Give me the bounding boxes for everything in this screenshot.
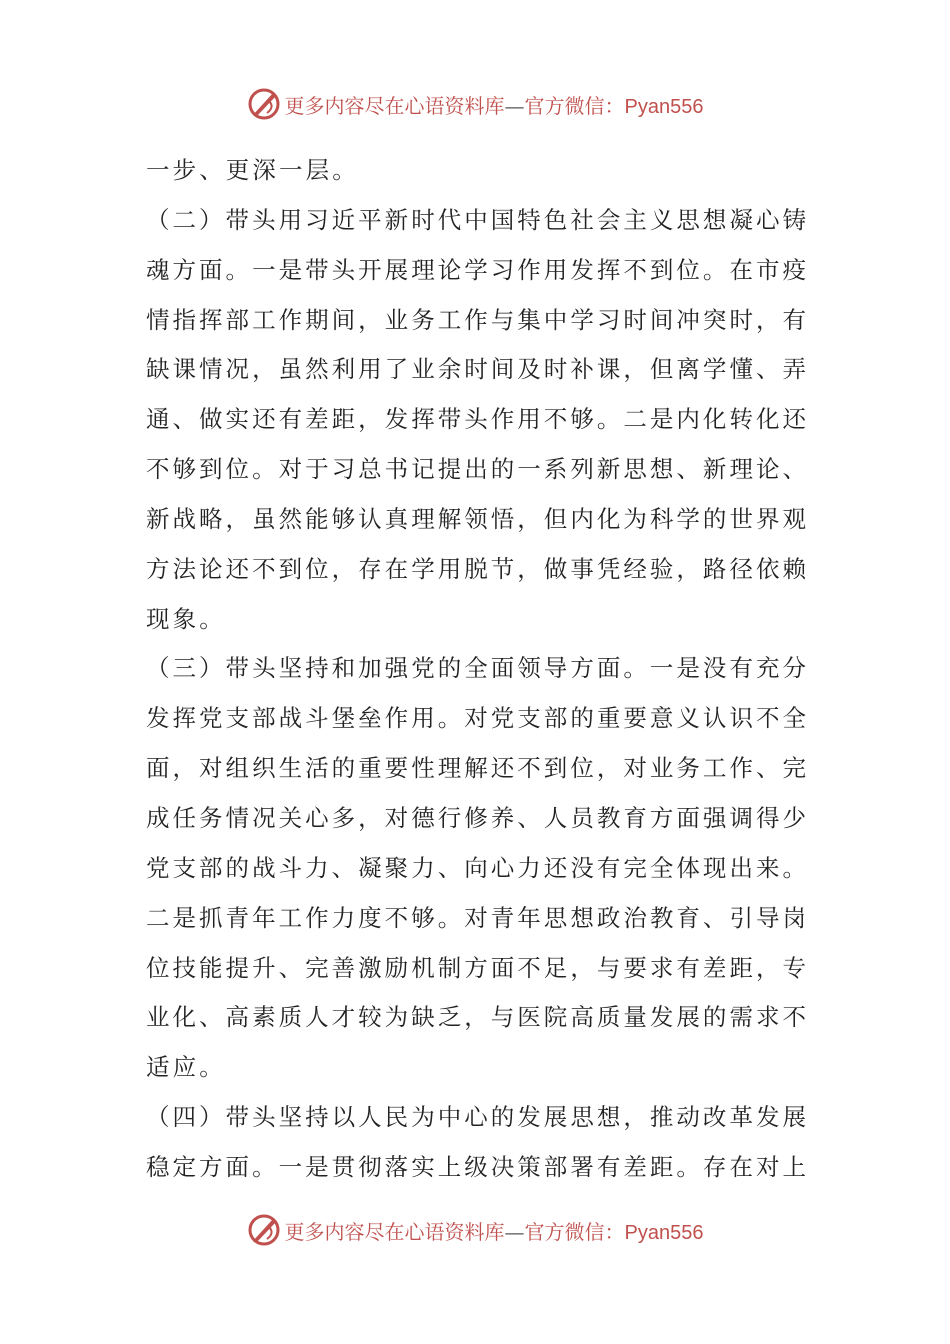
pen-circle-icon [247, 1213, 281, 1247]
text-line: 适应。 [146, 1053, 226, 1082]
text-line: 不够到位。对于习总书记提出的一系列新思想、新理论、 [146, 455, 806, 484]
text-line: 现象。 [146, 604, 226, 633]
document-body [146, 146, 806, 1193]
text-line: 位技能提升、完善激励机制方面不足，与要求有差距，专 [146, 953, 806, 982]
text-line: 通、做实还有差距，发挥带头作用不够。二是内化转化还 [146, 405, 806, 434]
footer-wechat-id: Pyan556 [624, 1221, 704, 1244]
text-line: 成任务情况关心多，对德行修养、人员教育方面强调得少 [146, 803, 806, 832]
text-line: （四）带头坚持以人民为中心的发展思想，推动改革发展 [146, 1103, 806, 1132]
text-line: 业化、高素质人才较为缺乏，与医院高质量发展的需求不 [146, 1003, 806, 1032]
text-line: （三）带头坚持和加强党的全面领导方面。一是没有充分 [146, 654, 806, 683]
text-line: 稳定方面。一是贯彻落实上级决策部署有差距。存在对上 [146, 1152, 806, 1181]
footer-banner [0, 1210, 950, 1250]
footer-banner-text: 更多内容尽在心语资料库—官方微信：Pyan556 [284, 1219, 704, 1244]
text-line: （二）带头用习近平新时代中国特色社会主义思想凝心铸 [146, 205, 806, 234]
text-line: 二是抓青年工作力度不够。对青年思想政治教育、引导岗 [146, 903, 806, 932]
text-line: 一步、更深一层。 [146, 156, 359, 184]
text-line: 魂方面。一是带头开展理论学习作用发挥不到位。在市疫 [146, 255, 806, 284]
text-line: 缺课情况，虽然利用了业余时间及时补课，但离学懂、弄 [146, 355, 806, 384]
text-line: 新战略，虽然能够认真理解领悟，但内化为科学的世界观 [146, 504, 806, 533]
text-line: 发挥党支部战斗堡垒作用。对党支部的重要意义认识不全 [146, 704, 806, 733]
text-line: 党支部的战斗力、凝聚力、向心力还没有完全体现出来。 [146, 853, 806, 882]
header-banner-text: 更多内容尽在心语资料库—官方微信：Pyan556 [284, 93, 704, 118]
text-line: 面，对组织生活的重要性理解还不到位，对业务工作、完 [146, 754, 806, 783]
text-line: 方法论还不到位，存在学用脱节，做事凭经验，路径依赖 [146, 554, 806, 583]
text-line: 情指挥部工作期间，业务工作与集中学习时间冲突时，有 [146, 305, 806, 334]
header-wechat-id: Pyan556 [624, 95, 704, 118]
pen-circle-icon [247, 87, 281, 121]
header-banner [0, 84, 950, 124]
